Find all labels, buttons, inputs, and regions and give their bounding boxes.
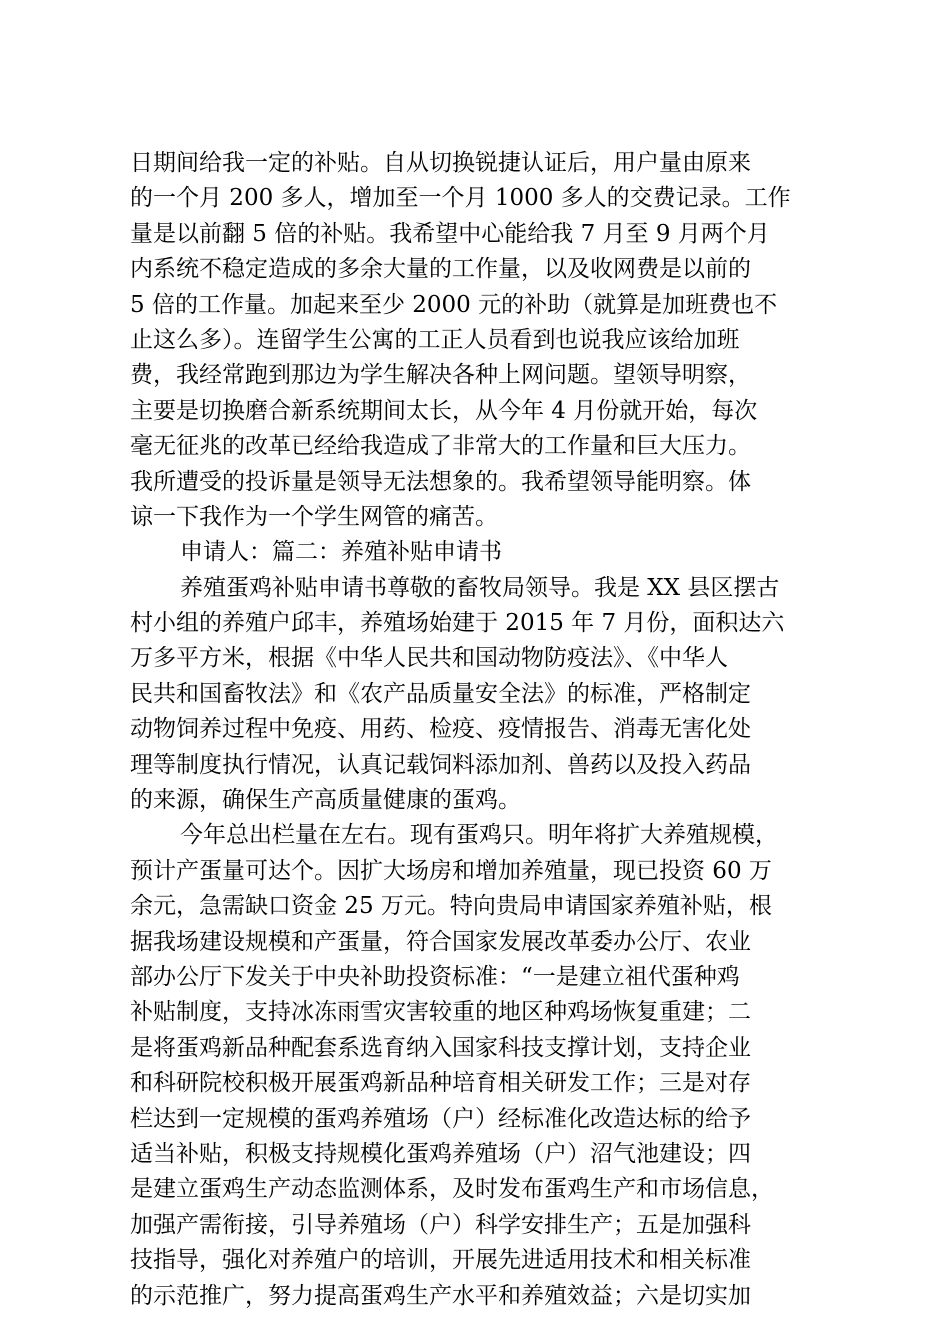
text-line: 村小组的养殖户邱丰，养殖场始建于 2015 年 7 月份，面积达六 (130, 610, 785, 637)
text-line: 栏达到一定规模的蛋鸡养殖场（户）经标准化改造达标的给予 (130, 1105, 751, 1132)
text-line: 民共和国畜牧法》和《农产品质量安全法》的标准，严格制定 (130, 680, 751, 707)
text-line: 止这么多）。连留学生公寓的工正人员看到也说我应该给加班 (130, 326, 740, 353)
text-line: 加强产需衔接，引导养殖场（户）科学安排生产；五是加强科 (130, 1211, 751, 1238)
text-line: 我所遭受的投诉量是领导无法想象的。我希望领导能明察。体 (130, 468, 751, 495)
text-line: 理等制度执行情况，认真记载饲料添加剂、兽药以及投入药品 (130, 751, 751, 778)
text-line: 日期间给我一定的补贴。自从切换锐捷认证后，用户量由原来 (130, 150, 751, 176)
text-line: 是将蛋鸡新品种配套系选育纳入国家科技支撑计划，支持企业 (130, 1034, 751, 1061)
text-line: 的示范推广，努力提高蛋鸡生产水平和养殖效益；六是切实加 (130, 1282, 751, 1309)
text-line: 今年总出栏量在左右。现有蛋鸡只。明年将扩大养殖规模， (180, 822, 778, 849)
text-line: 毫无征兆的改革已经给我造成了非常大的工作量和巨大压力。 (130, 433, 751, 460)
text-line: 5 倍的工作量。加起来至少 2000 元的补助（就算是加班费也不 (130, 291, 778, 318)
text-line: 的来源，确保生产高质量健康的蛋鸡。 (130, 787, 521, 814)
text-line: 内系统不稳定造成的多余大量的工作量，以及收网费是以前的 (130, 256, 751, 283)
text-line: 主要是切换磨合新系统期间太长，从今年 4 月份就开始，每次 (130, 397, 758, 424)
text-line: 余元，急需缺口资金 25 万元。特向贵局申请国家养殖补贴，根 (130, 893, 772, 920)
text-line: 和科研院校积极开展蛋鸡新品种培育相关研发工作；三是对存 (130, 1070, 751, 1097)
text-line: 动物饲养过程中免疫、用药、检疫、疫情报告、消毒无害化处 (130, 716, 751, 743)
text-line: 申请人：篇二：养殖补贴申请书 (180, 539, 502, 566)
text-line: 补贴制度，支持冰冻雨雪灾害较重的地区种鸡场恢复重建；二 (130, 999, 751, 1026)
text-line: 万多平方米，根据《中华人民共和国动物防疫法》、《中华人 (130, 645, 728, 672)
text-line: 预计产蛋量可达个。因扩大场房和增加养殖量，现已投资 60 万 (130, 857, 772, 884)
text-line: 据我场建设规模和产蛋量，符合国家发展改革委办公厅、农业 (130, 928, 751, 955)
text-line: 部办公厅下发关于中央补助投资标准：“一是建立祖代蛋种鸡 (130, 963, 740, 990)
text-line: 的一个月 200 多人，增加至一个月 1000 多人的交费记录。工作 (130, 185, 791, 212)
text-line: 适当补贴，积极支持规模化蛋鸡养殖场（户）沼气池建设；四 (130, 1140, 751, 1167)
text-line: 是建立蛋鸡生产动态监测体系，及时发布蛋鸡生产和市场信息， (130, 1176, 774, 1203)
text-line: 谅一下我作为一个学生网管的痛苦。 (130, 503, 498, 530)
text-line: 养殖蛋鸡补贴申请书尊敬的畜牧局领导。我是 XX 县区摆古 (180, 574, 780, 601)
text-line: 费，我经常跑到那边为学生解决各种上网问题。望领导明察， (130, 362, 751, 389)
body-text (130, 146, 830, 1314)
text-line: 技指导，强化对养殖户的培训，开展先进适用技术和相关标准 (130, 1247, 751, 1274)
text-line: 量是以前翻 5 倍的补贴。我希望中心能给我 7 月至 9 月两个月 (130, 220, 770, 247)
